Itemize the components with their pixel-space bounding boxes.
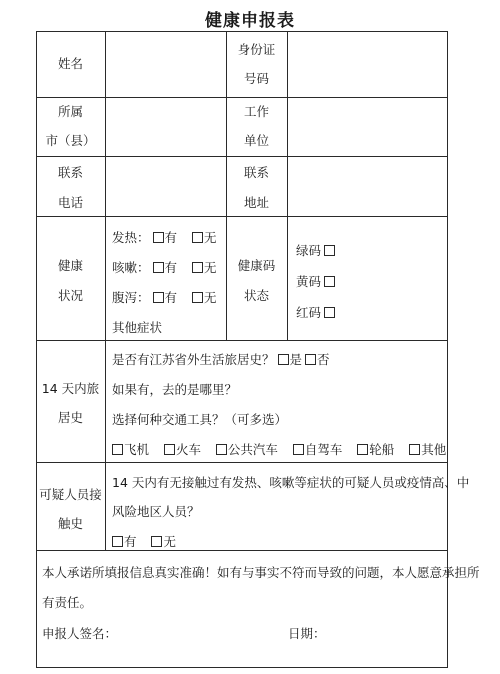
other-transport-checkbox[interactable] <box>409 444 420 455</box>
city-label: 所属 <box>57 104 83 119</box>
contact-options <box>112 532 176 550</box>
other-transport-label: 其他 <box>421 442 447 457</box>
pledge-line1: 本人承诺所填报信息真实准确！如有与事实不符而导致的问题，本人愿意承担所 <box>42 565 480 580</box>
pledge-line2: 有责任。 <box>42 595 93 610</box>
contact-no-checkbox[interactable] <box>151 536 162 547</box>
contact-yes-checkbox[interactable] <box>112 536 123 547</box>
out-of-province-text: 是否有江苏省外生活旅居史？ <box>112 352 275 367</box>
address-label-2: 地址 <box>243 195 269 210</box>
row-divider <box>36 550 448 551</box>
fever-yes-label: 有 <box>164 230 178 245</box>
id-number-label: 身份证 <box>237 42 276 57</box>
name-label: 姓名 <box>57 56 83 71</box>
id-number-label-2: 号码 <box>243 71 269 86</box>
cough-no-label: 无 <box>203 260 217 275</box>
health-status-label-2: 状况 <box>57 288 83 303</box>
contact-history-label: 可疑人员接 <box>39 487 102 502</box>
out-of-province-question <box>112 350 330 368</box>
plane-checkbox[interactable] <box>112 444 123 455</box>
work-unit-label: 工作 <box>243 104 269 119</box>
date-label: 日期： <box>288 626 326 641</box>
red-code-label: 红码 <box>296 305 322 320</box>
diarrhea-no-checkbox[interactable] <box>192 292 203 303</box>
red-code-option <box>296 303 336 321</box>
diarrhea-no-label: 无 <box>203 290 217 305</box>
health-code-label: 健康码 <box>237 258 276 273</box>
plane-label: 飞机 <box>124 442 150 457</box>
bus-label: 公共汽车 <box>227 442 278 457</box>
fever-option <box>112 228 216 246</box>
form-title: 健康申报表 <box>205 11 295 31</box>
city-label-2: 市（县） <box>45 133 96 148</box>
travel-history-label-2: 居史 <box>57 410 83 425</box>
contact-no-label: 无 <box>163 534 176 549</box>
yellow-code-option <box>296 272 336 290</box>
health-status-label: 健康 <box>57 258 83 273</box>
green-code-label: 绿码 <box>296 243 322 258</box>
out-of-province-yes-checkbox[interactable] <box>278 354 289 365</box>
other-symptoms-label: 其他症状 <box>112 320 163 335</box>
health-declaration-form <box>36 31 480 668</box>
row-divider <box>36 462 448 463</box>
bus-checkbox[interactable] <box>216 444 227 455</box>
cough-yes-label: 有 <box>164 260 178 275</box>
contact-yes-label: 有 <box>124 534 137 549</box>
cough-no-checkbox[interactable] <box>192 262 203 273</box>
border-bottom <box>36 667 448 668</box>
train-checkbox[interactable] <box>164 444 175 455</box>
cough-option <box>112 258 216 276</box>
transport-question: 选择何种交通工具？（可多选） <box>112 412 288 427</box>
row-divider <box>36 340 448 341</box>
phone-label-2: 电话 <box>57 195 83 210</box>
id-number-field[interactable] <box>288 32 447 97</box>
cough-yes-checkbox[interactable] <box>153 262 164 273</box>
out-of-province-no-checkbox[interactable] <box>305 354 316 365</box>
city-field[interactable] <box>106 98 226 156</box>
contact-history-label-2: 触史 <box>57 516 83 531</box>
diarrhea-yes-label: 有 <box>164 290 178 305</box>
destination-question: 如果有，去的是哪里？ <box>112 382 238 397</box>
contact-question-line2: 风险地区人员？ <box>112 504 200 519</box>
work-unit-label-2: 单位 <box>243 133 269 148</box>
name-field[interactable] <box>106 32 226 97</box>
address-label: 联系 <box>243 165 269 180</box>
fever-yes-checkbox[interactable] <box>153 232 164 243</box>
ship-checkbox[interactable] <box>357 444 368 455</box>
diarrhea-label: 腹泻： <box>112 290 150 305</box>
train-label: 火车 <box>175 442 201 457</box>
border-left <box>36 31 37 668</box>
self-drive-label: 自驾车 <box>304 442 343 457</box>
address-field[interactable] <box>288 157 447 216</box>
self-drive-checkbox[interactable] <box>293 444 304 455</box>
phone-field[interactable] <box>106 157 226 216</box>
signature-field[interactable] <box>120 619 280 641</box>
fever-label: 发热： <box>112 230 150 245</box>
out-of-province-no-label: 否 <box>317 352 330 367</box>
fever-no-label: 无 <box>203 230 217 245</box>
cough-label: 咳嗽： <box>112 260 150 275</box>
green-code-checkbox[interactable] <box>324 245 335 256</box>
row-divider <box>36 216 448 217</box>
transport-options <box>112 440 446 458</box>
diarrhea-yes-checkbox[interactable] <box>153 292 164 303</box>
diarrhea-option <box>112 288 216 306</box>
ship-label: 轮船 <box>369 442 395 457</box>
out-of-province-yes-label: 是 <box>289 352 303 367</box>
work-unit-field[interactable] <box>288 98 447 156</box>
fever-no-checkbox[interactable] <box>192 232 203 243</box>
yellow-code-label: 黄码 <box>296 274 322 289</box>
health-code-label-2: 状态 <box>243 288 269 303</box>
red-code-checkbox[interactable] <box>324 307 335 318</box>
yellow-code-checkbox[interactable] <box>324 276 335 287</box>
contact-question-line1: 14 天内有无接触过有发热、咳嗽等症状的可疑人员或疫情高、中 <box>112 475 470 490</box>
date-field[interactable] <box>328 619 438 641</box>
travel-history-label: 14 天内旅 <box>41 381 100 396</box>
green-code-option <box>296 241 336 259</box>
signature-label: 申报人签名： <box>42 626 118 641</box>
phone-label: 联系 <box>57 165 83 180</box>
